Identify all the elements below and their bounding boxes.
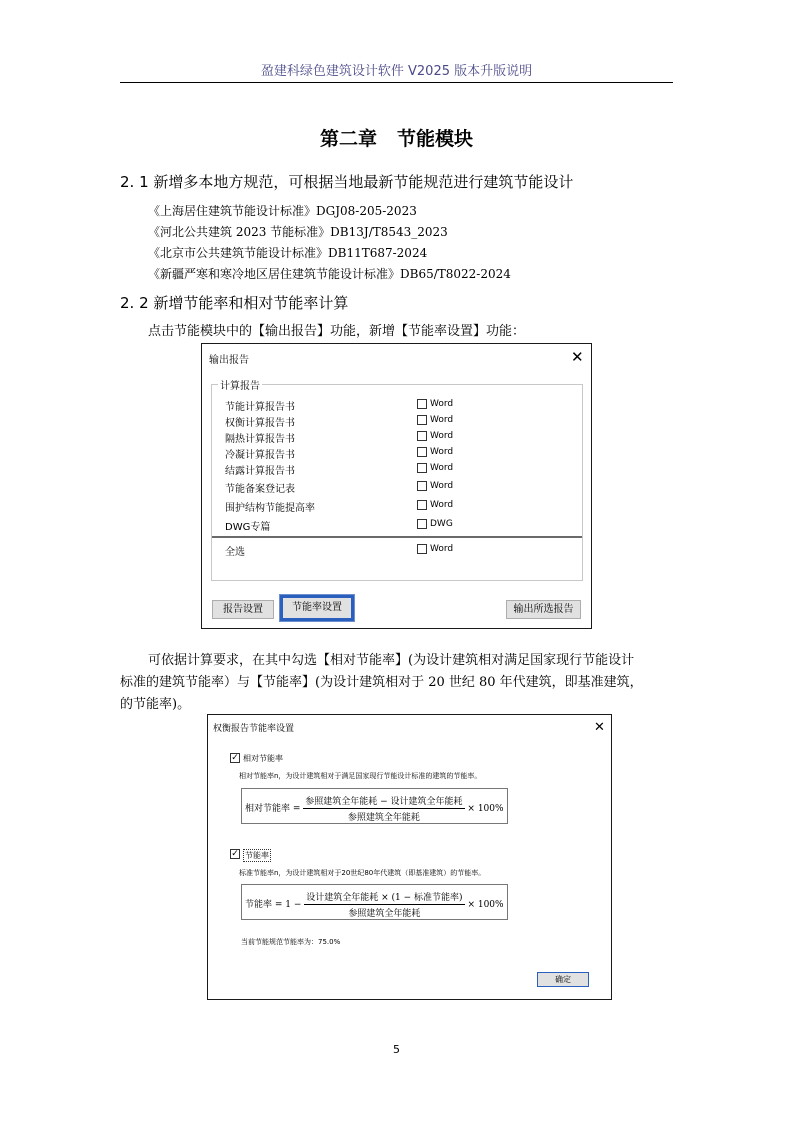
report-settings-button[interactable]: 报告设置 <box>212 600 274 619</box>
report-label: 围护结构节能提高率 <box>225 503 315 514</box>
word-checkbox[interactable] <box>417 415 427 425</box>
word-checkbox[interactable] <box>417 447 427 457</box>
formula-lhs: 节能率 = 1 − <box>245 900 302 910</box>
close-icon[interactable]: ✕ <box>594 720 605 735</box>
energy-rate-description: 标准节能率n，为设计建筑相对于20世纪80年代建筑（即基准建筑）的节能率。 <box>239 869 486 877</box>
standard-item: 《河北公共建筑 2023 节能标准》DB13J/T8543_2023 <box>148 225 448 239</box>
formula-fraction <box>304 890 464 919</box>
report-label: 结露计算报告书 <box>225 466 295 477</box>
word-checkbox[interactable] <box>417 431 427 441</box>
report-label: DWG专篇 <box>225 522 271 533</box>
formula-numerator: 参照建筑全年能耗 − 设计建筑全年能耗 <box>303 794 464 809</box>
formula-denominator: 参照建筑全年能耗 <box>348 909 421 919</box>
checkbox-label: DWG <box>430 519 453 529</box>
formula-lhs: 相对节能率 = <box>245 804 301 814</box>
standard-item: 《北京市公共建筑节能设计标准》DB11T687-2024 <box>148 246 428 260</box>
report-label: 节能备案登记表 <box>225 484 295 495</box>
paragraph-line: 的节能率)。 <box>120 697 191 712</box>
select-all-label: 全选 <box>225 547 245 558</box>
dialog-title: 输出报告 <box>209 355 249 366</box>
report-label: 权衡计算报告书 <box>225 418 295 429</box>
report-label: 冷凝计算报告书 <box>225 450 295 461</box>
intro-paragraph: 点击节能模块中的【输出报告】功能，新增【节能率设置】功能： <box>148 324 526 339</box>
checkbox-label: Word <box>430 431 454 441</box>
chapter-number: 第二章 <box>319 128 377 150</box>
formula-denominator: 参照建筑全年能耗 <box>347 813 420 823</box>
checkbox-label: Word <box>430 447 454 457</box>
energy-rate-label: 节能率 <box>245 851 269 860</box>
export-selected-button[interactable]: 输出所选报告 <box>506 600 581 619</box>
checkbox-label: Word <box>430 399 454 409</box>
paragraph-line: 标准的建筑节能率）与【节能率】(为设计建筑相对于 20 世纪 80 年代建筑，即基准建筑， <box>120 675 643 690</box>
checkbox-label: Word <box>430 481 454 491</box>
energy-rate-checkbox[interactable]: ✓ <box>231 849 239 859</box>
word-checkbox[interactable] <box>417 463 427 473</box>
formula-fraction <box>303 794 464 823</box>
report-label: 节能计算报告书 <box>225 402 295 413</box>
select-all-checkbox[interactable] <box>417 544 427 554</box>
close-icon[interactable]: ✕ <box>571 348 584 366</box>
relative-formula-box <box>241 788 508 824</box>
rate-settings-button[interactable]: 节能率设置 <box>280 595 354 621</box>
checkbox-label: Word <box>430 500 454 510</box>
section-heading-2-1: 2. 1 新增多本地方规范，可根据当地最新节能规范进行建筑节能设计 <box>120 173 574 191</box>
standard-item: 《新疆严寒和寒冷地区居住建筑节能设计标准》DB65/T8022-2024 <box>148 267 511 281</box>
current-rate-text: 当前节能规范节能率为：75.0% <box>241 938 341 946</box>
header-rule <box>120 82 673 83</box>
running-header: 盈建科绿色建筑设计软件 V2025 版本升版说明 <box>260 64 533 79</box>
word-checkbox[interactable] <box>417 481 427 491</box>
report-label: 隔热计算报告书 <box>225 434 295 445</box>
word-checkbox[interactable] <box>417 399 427 409</box>
paragraph-line: 可依据计算要求，在其中勾选【相对节能率】(为设计建筑相对满足国家现行节能设计 <box>148 653 635 668</box>
output-report-dialog <box>201 343 592 629</box>
standard-item: 《上海居住建筑节能设计标准》DGJ08-205-2023 <box>148 204 417 218</box>
relative-rate-description: 相对节能率n，为设计建筑相对于满足国家现行节能设计标准的建筑的节能率。 <box>239 772 482 780</box>
relative-rate-checkbox[interactable]: ✓ <box>231 753 239 763</box>
word-checkbox[interactable] <box>417 500 427 510</box>
dialog-title: 权衡报告节能率设置 <box>213 724 295 734</box>
chapter-title <box>0 124 793 151</box>
group-label: 计算报告 <box>218 377 262 392</box>
chapter-name: 节能模块 <box>397 128 474 150</box>
checkbox-label: Word <box>430 544 454 554</box>
rate-settings-dialog <box>207 714 612 1000</box>
ok-button[interactable]: 确定 <box>537 972 589 987</box>
page-number: 5 <box>393 1043 400 1056</box>
checkbox-label: Word <box>430 415 454 425</box>
formula-suffix: × 100% <box>467 804 504 814</box>
relative-rate-label: 相对节能率 <box>243 754 283 763</box>
energy-formula-box <box>241 884 508 920</box>
separator <box>212 536 582 538</box>
formula-suffix: × 100% <box>467 900 504 910</box>
dwg-checkbox[interactable] <box>417 519 427 529</box>
section-heading-2-2: 2. 2 新增节能率和相对节能率计算 <box>120 294 349 312</box>
checkbox-label: Word <box>430 463 454 473</box>
formula-numerator: 设计建筑全年能耗 × (1 − 标准节能率) <box>304 890 464 905</box>
